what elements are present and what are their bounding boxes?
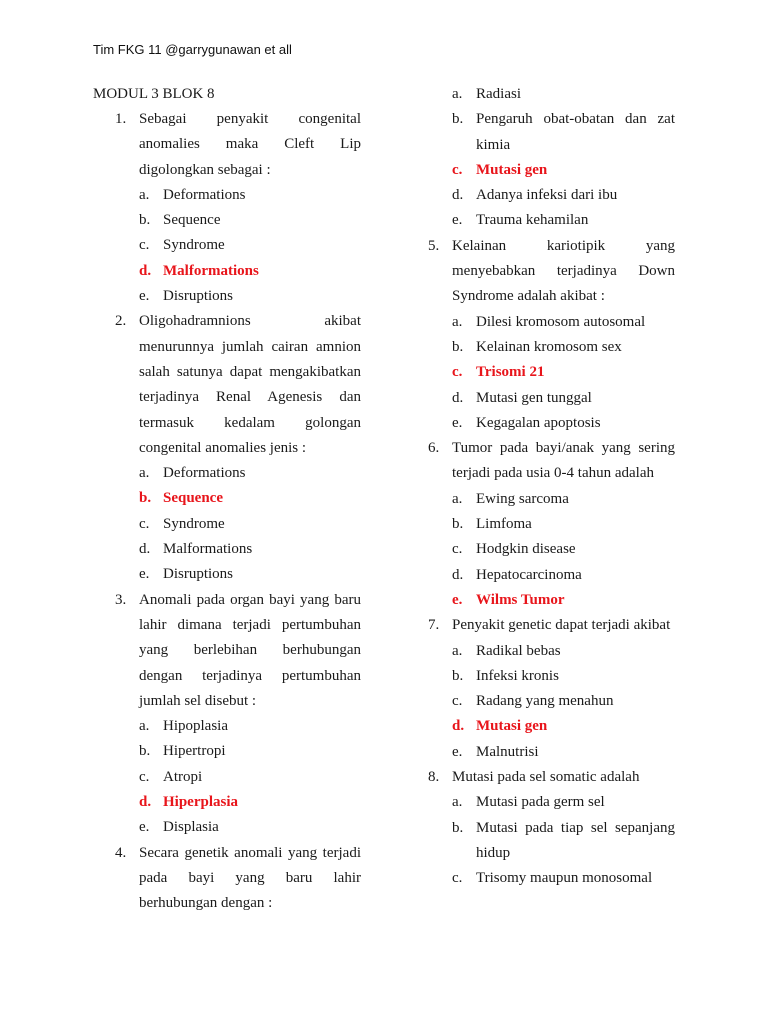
option-letter: b. <box>452 667 464 684</box>
question-stem <box>428 234 675 310</box>
answer-option <box>428 335 675 360</box>
question-number: 1. <box>115 111 127 127</box>
option-letter: a. <box>452 794 463 811</box>
answer-option <box>93 537 361 562</box>
option-letter: b. <box>452 338 464 355</box>
option-text: Mutasi gen <box>476 161 548 178</box>
question-item <box>428 436 675 613</box>
answer-option <box>428 664 675 689</box>
question-item <box>93 588 361 841</box>
option-letter: a. <box>139 465 150 482</box>
option-text: Limfoma <box>476 516 532 533</box>
option-letter: c. <box>452 161 463 178</box>
answer-option <box>93 284 361 309</box>
question-number: 3. <box>115 591 127 608</box>
option-letter: e. <box>139 566 150 583</box>
question-text: Mutasi pada sel somatic adalah <box>452 769 640 786</box>
answer-option <box>93 765 361 790</box>
option-letter: b. <box>452 819 464 836</box>
option-letter: e. <box>139 288 150 305</box>
answer-options <box>428 639 675 765</box>
option-text: Trauma kehamilan <box>476 212 589 229</box>
answer-options <box>428 790 675 891</box>
answer-option <box>428 183 675 208</box>
option-letter: e. <box>452 212 463 229</box>
answer-option-correct <box>428 360 675 385</box>
answer-option <box>428 107 675 158</box>
option-text: Hepatocarcinoma <box>476 566 582 583</box>
answer-option <box>428 689 675 714</box>
answer-option <box>93 233 361 258</box>
right-question-list <box>428 234 675 892</box>
question-number: 5. <box>428 237 440 254</box>
option-text: Atropi <box>163 768 203 785</box>
option-letter: a. <box>452 642 463 659</box>
answer-option <box>428 512 675 537</box>
option-letter: a. <box>139 718 150 735</box>
option-letter: e. <box>452 414 463 431</box>
option-text: Disruptions <box>163 288 234 305</box>
question-stem <box>428 765 675 790</box>
question-text: Anomali pada organ bayi yang baru lahir dimana terjadi pertumbuhan yang berlebihan berhubungan dengan terjadinya pertumbuhan jumlah sel disebut : <box>139 591 361 709</box>
question-text: Kelainan kariotipik yang menyebabkan terjadinya Down Syndrome adalah akibat : <box>452 237 675 305</box>
question-stem <box>428 613 675 638</box>
option-text: Mutasi pada tiap sel sepanjang hidup <box>476 819 675 861</box>
option-text: Deformations <box>163 186 246 203</box>
option-letter: e. <box>139 819 150 836</box>
option-text: Hodgkin disease <box>476 541 576 558</box>
question-stem <box>93 107 361 183</box>
option-letter: b. <box>139 212 151 229</box>
option-letter: d. <box>452 187 464 204</box>
option-letter: d. <box>139 541 151 558</box>
question-4-options-continued <box>428 82 675 234</box>
option-letter: a. <box>452 86 463 102</box>
answer-option-correct <box>428 158 675 183</box>
answer-option-correct <box>93 486 361 511</box>
option-text: Hiperplasia <box>163 794 239 811</box>
option-letter: c. <box>139 768 150 785</box>
option-text: Hipertropi <box>163 743 226 760</box>
answer-option <box>428 310 675 335</box>
answer-option <box>93 183 361 208</box>
answer-option <box>428 816 675 867</box>
option-letter: a. <box>139 186 150 203</box>
answer-option <box>428 487 675 512</box>
option-letter: d. <box>452 566 464 583</box>
option-letter: d. <box>139 262 152 279</box>
option-text: Mutasi pada germ sel <box>476 794 605 811</box>
answer-option <box>93 208 361 233</box>
option-letter: c. <box>452 870 463 887</box>
answer-option-correct <box>428 588 675 613</box>
option-letter: d. <box>452 389 464 406</box>
answer-options <box>93 461 361 587</box>
option-text: Deformations <box>163 465 246 482</box>
question-stem <box>93 309 361 461</box>
answer-option <box>428 82 675 107</box>
option-text: Trisomi 21 <box>476 364 545 381</box>
option-letter: a. <box>452 313 463 330</box>
option-text: Malformations <box>163 262 259 279</box>
left-question-list <box>93 107 361 917</box>
option-letter: a. <box>452 490 463 507</box>
answer-option <box>428 208 675 233</box>
option-text: Dilesi kromosom autosomal <box>476 313 646 330</box>
option-letter: c. <box>452 364 463 381</box>
question-text: Sebagai penyakit congenital anomalies maka Cleft Lip digolongkan sebagai : <box>139 111 361 178</box>
answer-option <box>428 639 675 664</box>
option-text: Radikal bebas <box>476 642 561 659</box>
option-letter: c. <box>452 541 463 558</box>
option-text: Disruptions <box>163 566 234 583</box>
question-stem <box>93 841 361 917</box>
question-stem <box>428 436 675 487</box>
option-text: Trisomy maupun monosomal <box>476 870 653 887</box>
option-letter: d. <box>452 718 465 735</box>
option-text: Ewing sarcoma <box>476 490 569 507</box>
page-header: Tim FKG 11 @garrygunawan et all <box>93 42 292 57</box>
answer-options <box>93 714 361 840</box>
option-letter: d. <box>139 794 152 811</box>
answer-option-correct <box>93 259 361 284</box>
question-item <box>93 107 361 309</box>
answer-option-correct <box>428 714 675 739</box>
answer-option <box>428 790 675 815</box>
answer-option <box>93 461 361 486</box>
question-number: 8. <box>428 769 440 786</box>
answer-option-correct <box>93 790 361 815</box>
option-text: Mutasi gen <box>476 718 548 735</box>
answer-options <box>93 183 361 309</box>
option-text: Adanya infeksi dari ibu <box>476 187 618 204</box>
option-text: Radiasi <box>476 86 521 102</box>
option-text: Syndrome <box>163 515 225 532</box>
answer-options <box>428 487 675 613</box>
option-text: Wilms Tumor <box>476 591 565 608</box>
option-text: Mutasi gen tunggal <box>476 389 592 406</box>
question-text: Penyakit genetic dapat terjadi akibat <box>452 617 671 634</box>
option-text: Syndrome <box>163 237 225 254</box>
option-text: Displasia <box>163 819 219 836</box>
option-text: Malformations <box>163 541 253 558</box>
option-letter: b. <box>452 516 464 533</box>
question-text: Secara genetik anomali yang terjadi pada bayi yang baru lahir berhubungan dengan : <box>139 844 361 912</box>
question-item <box>428 613 675 765</box>
document-title: MODUL 3 BLOK 8 <box>93 86 215 102</box>
option-text: Infeksi kronis <box>476 667 559 684</box>
option-letter: b. <box>139 490 152 507</box>
option-letter: e. <box>452 743 463 760</box>
question-number: 2. <box>115 313 127 330</box>
answer-option <box>93 714 361 739</box>
answer-option <box>93 512 361 537</box>
option-text: Kelainan kromosom sex <box>476 338 622 355</box>
left-column <box>93 82 361 917</box>
option-text: Kegagalan apoptosis <box>476 414 601 431</box>
question-item <box>93 309 361 587</box>
option-text: Radang yang menahun <box>476 693 614 710</box>
right-column <box>428 82 675 892</box>
answer-option <box>428 563 675 588</box>
option-letter: c. <box>139 237 150 254</box>
option-letter: b. <box>452 111 464 128</box>
option-letter: b. <box>139 743 151 760</box>
answer-option <box>428 740 675 765</box>
answer-option <box>93 562 361 587</box>
question-text: Tumor pada bayi/anak yang sering terjadi pada usia 0-4 tahun adalah <box>452 440 675 482</box>
question-item <box>428 234 675 436</box>
option-text: Sequence <box>163 212 221 229</box>
answer-option <box>428 411 675 436</box>
answer-option <box>93 815 361 840</box>
option-text: Sequence <box>163 490 223 507</box>
question-number: 4. <box>115 844 127 861</box>
option-text: Hipoplasia <box>163 718 228 735</box>
question-item <box>93 841 361 917</box>
answer-options <box>428 310 675 436</box>
option-text: Malnutrisi <box>476 743 539 760</box>
question-item <box>428 765 675 891</box>
answer-option <box>428 537 675 562</box>
answer-option <box>93 739 361 764</box>
question-stem <box>93 588 361 714</box>
option-letter: c. <box>452 693 463 710</box>
answer-option <box>428 866 675 891</box>
question-number: 6. <box>428 440 440 457</box>
option-letter: c. <box>139 515 150 532</box>
option-letter: e. <box>452 591 463 608</box>
question-text: Oligohadramnions akibat menurunnya jumlah cairan amnion salah satunya dapat mengakibatkan terjadinya Renal Agenesis dan termasuk kedalam golongan congenital anomalies jenis : <box>139 313 361 456</box>
question-number: 7. <box>428 617 440 634</box>
option-text: Pengaruh obat-obatan dan zat kimia <box>476 111 675 153</box>
answer-option <box>428 386 675 411</box>
